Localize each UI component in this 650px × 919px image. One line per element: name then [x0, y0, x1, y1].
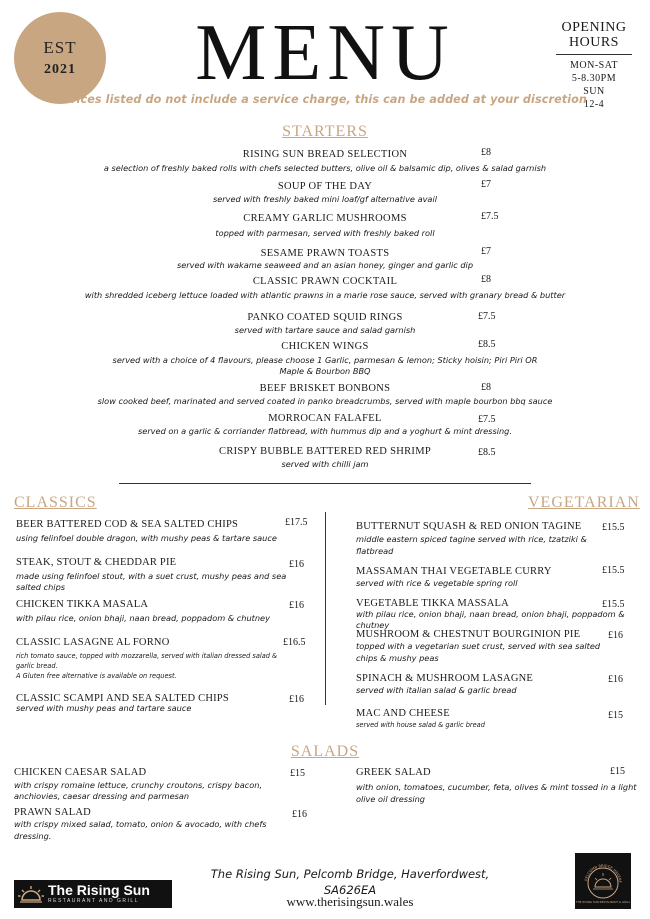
- address-line-1: The Rising Sun, Pelcomb Bridge, Haverfordwest,: [210, 867, 490, 881]
- classic-name: STEAK, STOUT & CHEDDAR PIE: [16, 557, 177, 568]
- starter-desc: topped with parmesan, served with freshly baked roll: [215, 228, 435, 238]
- logo-tagline: RESTAURANT AND GRILL: [48, 898, 139, 904]
- salad-price: £15: [290, 768, 305, 779]
- veg-desc: served with rice & vegetable spring roll: [356, 578, 518, 588]
- starter-name: CLASSIC PRAWN COCKTAIL: [252, 276, 398, 287]
- section-divider: [119, 483, 531, 484]
- starter-price: £7.5: [478, 311, 496, 322]
- veg-name: MAC AND CHEESE: [356, 708, 450, 719]
- starter-desc: served with chilli jam: [281, 459, 369, 469]
- starters-heading: STARTERS: [282, 123, 368, 140]
- est-label: EST: [43, 38, 77, 57]
- salad-name: GREEK SALAD: [356, 767, 431, 778]
- service-charge-notice: Prices listed do not include a service charge, this can be added at your discretion: [62, 93, 587, 106]
- salad-price: £16: [292, 809, 307, 820]
- veg-desc-line2: chips & mushy peas: [356, 653, 439, 663]
- classic-price: £16: [289, 559, 304, 570]
- classic-price: £16.5: [283, 637, 306, 648]
- website-link[interactable]: www.therisingsun.wales: [286, 894, 414, 909]
- starter-name: SESAME PRAWN TOASTS: [260, 248, 390, 259]
- starter-desc: a selection of freshly baked rolls with chefs selected butters, olive oil & balsamic dip, olives & salad garnish: [103, 163, 547, 173]
- starter-price: £8.5: [478, 339, 496, 350]
- salad-desc-line2: dressing.: [14, 831, 52, 841]
- veg-name: MUSHROOM & CHESTNUT BOURGINION PIE: [356, 629, 581, 640]
- classic-desc: rich tomato sauce, topped with mozzarella, served with italian dressed salad &: [16, 652, 278, 660]
- gluten-free-note: A Gluten free alternative is available on request.: [16, 672, 177, 680]
- classic-name: CLASSIC LASAGNE AL FORNO: [16, 637, 170, 648]
- classic-desc-line2: garlic bread.: [16, 662, 58, 670]
- starter-price: £8.5: [478, 447, 496, 458]
- classics-heading: CLASSICS: [14, 494, 97, 511]
- salad-name: PRAWN SALAD: [14, 807, 91, 818]
- veg-name: VEGETABLE TIKKA MASSALA: [356, 598, 509, 609]
- veg-price: £15.5: [602, 522, 625, 533]
- page-title: MENU: [195, 9, 455, 97]
- veg-price: £16: [608, 630, 623, 641]
- classic-desc: served with mushy peas and tartare sauce: [16, 703, 192, 713]
- classic-price: £16: [289, 600, 304, 611]
- hours-time-2: 12-4: [583, 99, 605, 110]
- starter-price: £7.5: [478, 414, 496, 425]
- address-line-2: SA626EA: [323, 883, 377, 897]
- starter-price: £7: [481, 179, 491, 190]
- starter-name: SOUP OF THE DAY: [277, 181, 373, 192]
- salad-desc: with crispy romaine lettuce, crunchy croutons, crispy bacon,: [14, 780, 263, 790]
- sun-icon: [14, 880, 48, 908]
- classic-name: CHICKEN TIKKA MASALA: [16, 599, 149, 610]
- classic-name: CLASSIC SCAMPI AND SEA SALTED CHIPS: [16, 693, 229, 704]
- starter-desc: slow cooked beef, marinated and served coated in panko breadcrumbs, served with maple bourbon bbq sauce: [97, 396, 553, 406]
- salad-price: £15: [610, 766, 625, 777]
- classic-name: BEER BATTERED COD & SEA SALTED CHIPS: [16, 519, 239, 530]
- vegetarian-heading: VEGETARIAN: [528, 494, 640, 511]
- salad-name: CHICKEN CAESAR SALAD: [14, 767, 147, 778]
- salad-desc-line2: olive oil dressing: [356, 794, 425, 804]
- veg-price: £15.5: [602, 599, 625, 610]
- logo-name: The Rising Sun: [48, 882, 150, 898]
- veg-desc: served with house salad & garlic bread: [356, 721, 485, 729]
- veg-desc: middle eastern spiced tagine served with rice, tzatziki &: [356, 534, 587, 544]
- salads-heading: SALADS: [290, 743, 360, 760]
- starter-name: CREAMY GARLIC MUSHROOMS: [243, 213, 407, 224]
- badge-arc-text: PELCOMB BRIDGE HAVERF: [584, 863, 623, 884]
- hours-divider: [556, 54, 632, 55]
- starter-desc-line2: Maple & Bourbon BBQ: [279, 366, 371, 376]
- starter-price: £8: [481, 382, 491, 393]
- column-divider: [325, 512, 326, 705]
- restaurant-badge-icon: [575, 853, 631, 909]
- classic-price: £17.5: [285, 517, 308, 528]
- veg-name: SPINACH & MUSHROOM LASAGNE: [356, 673, 534, 684]
- hours-days-1: MON-SAT: [570, 60, 618, 71]
- starter-desc: served with wakame seaweed and an asian honey, ginger and garlic dip: [176, 260, 474, 270]
- starter-desc: served with freshly baked mini loaf/gf alternative avail: [212, 194, 438, 204]
- starter-desc: served with a choice of 4 flavours, please choose 1 Garlic, parmesan & lemon; Sticky hoisin; Piri Piri OR: [112, 355, 538, 365]
- starter-price: £8: [481, 147, 491, 158]
- veg-price: £15.5: [602, 565, 625, 576]
- starter-name: CHICKEN WINGS: [281, 341, 369, 352]
- classic-desc: made using felinfoel stout, with a suet crust, mushy peas and sea: [16, 571, 287, 581]
- veg-desc: topped with a vegetarian suet crust, served with sea salted: [356, 641, 601, 651]
- hours-title-1: OPENING: [561, 20, 627, 35]
- est-year: 2021: [44, 62, 76, 77]
- classic-desc: using felinfoel double dragon, with mushy peas & tartare sauce: [16, 533, 277, 543]
- starter-desc: with shredded iceberg lettuce loaded with atlantic prawns in a marie rose sauce, served with granary bread & butter: [84, 290, 566, 300]
- rising-sun-logo: [14, 880, 172, 908]
- hours-title-2: HOURS: [569, 35, 619, 50]
- starter-desc: served with tartare sauce and salad garnish: [234, 325, 416, 335]
- classic-desc-line2: salted chips: [16, 582, 66, 592]
- veg-name: MASSAMAN THAI VEGETABLE CURRY: [356, 566, 552, 577]
- veg-price: £16: [608, 674, 623, 685]
- classic-desc: with pilau rice, onion bhaji, naan bread, poppadom & chutney: [16, 613, 270, 623]
- starter-name: BEEF BRISKET BONBONS: [259, 383, 391, 394]
- salad-desc: with crispy mixed salad, tomato, onion & avocado, with chefs: [14, 819, 267, 829]
- salad-desc: with onion, tomatoes, cucumber, feta, olives & mint tossed in a light: [356, 782, 637, 792]
- badge-sub-text: THE RISING SUN RESTAURANT & GRILL: [575, 900, 631, 904]
- veg-desc-line2: flatbread: [356, 546, 394, 556]
- starter-name: PANKO COATED SQUID RINGS: [247, 312, 403, 323]
- starter-name: CRISPY BUBBLE BATTERED RED SHRIMP: [219, 446, 431, 457]
- veg-desc: with pilau rice, onion bhaji, naan bread, onion bhaji, poppadom & chutney: [356, 609, 625, 630]
- salad-desc-line2: anchiovies, caesar dressing and parmesan: [14, 791, 190, 801]
- classic-price: £16: [289, 694, 304, 705]
- hours-time-1: 5-8.30PM: [571, 73, 617, 84]
- starter-price: £7.5: [481, 211, 499, 222]
- starter-price: £8: [481, 274, 491, 285]
- veg-name: BUTTERNUT SQUASH & RED ONION TAGINE: [356, 521, 582, 532]
- svg-text:PELCOMB BRIDGE HAVERFORDWEST: [575, 853, 622, 883]
- starter-name: RISING SUN BREAD SELECTION: [242, 149, 408, 160]
- hours-days-2: SUN: [583, 86, 605, 97]
- starter-name: MORROCAN FALAFEL: [268, 413, 382, 424]
- veg-desc: served with italian salad & garlic bread: [356, 685, 517, 695]
- starter-price: £7: [481, 246, 491, 257]
- starter-desc: served on a garlic & corriander flatbread, with hummus dip and a yoghurt & mint dressing.: [138, 426, 512, 436]
- veg-price: £15: [608, 710, 623, 721]
